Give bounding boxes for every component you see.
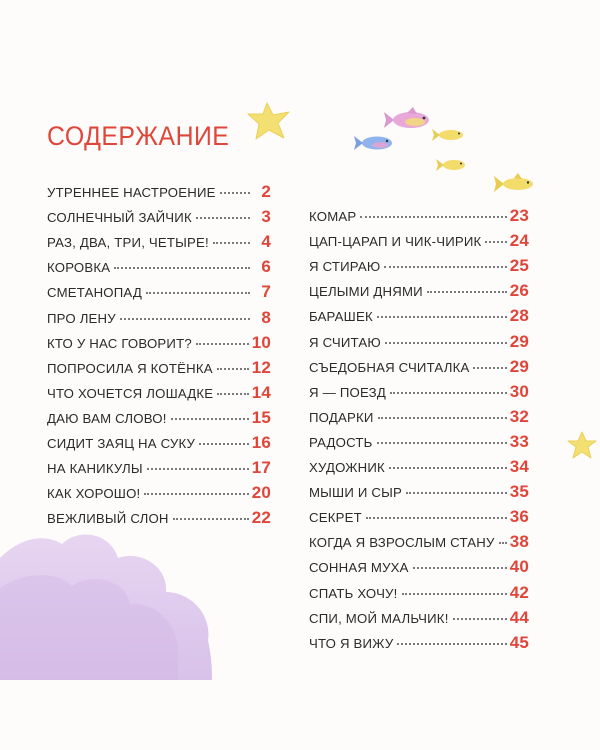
toc-entry-title: СПАТЬ ХОЧУ! xyxy=(309,585,398,601)
toc-entry-title: СИДИТ ЗАЯЦ НА СУКУ xyxy=(47,436,196,451)
toc-leader-dots xyxy=(217,393,248,395)
toc-entry-title: ЦЕЛЫМИ ДНЯМИ xyxy=(309,284,423,300)
toc-entry xyxy=(47,282,271,306)
toc-leader-dots xyxy=(144,493,248,495)
toc-entry-title: ПРО ЛЕНУ xyxy=(47,310,116,326)
toc-leader-dots xyxy=(413,567,507,569)
toc-page-number: 28 xyxy=(509,306,529,326)
toc-page-number: 35 xyxy=(509,482,529,502)
toc-entry xyxy=(309,482,529,506)
toc-leader-dots xyxy=(199,443,249,445)
toc-leader-dots xyxy=(377,442,507,444)
toc-entry-title: СМЕТАНОПАД xyxy=(47,285,142,301)
toc-leader-dots xyxy=(385,342,507,344)
toc-page-number: 29 xyxy=(509,331,529,351)
toc-entry xyxy=(47,358,271,382)
toc-entry-title: УТРЕННЕЕ НАСТРОЕНИЕ xyxy=(47,185,216,200)
toc-page-number: 32 xyxy=(509,406,529,426)
toc-leader-dots xyxy=(220,192,250,194)
toc-leader-dots xyxy=(196,217,250,219)
toc-page-number: 4 xyxy=(261,232,271,252)
toc-leader-dots xyxy=(384,266,506,268)
toc-entry-title: ПОДАРКИ xyxy=(309,409,374,425)
page-title: СОДЕРЖАНИЕ xyxy=(47,121,230,151)
toc-entry xyxy=(47,433,271,457)
toc-entry xyxy=(309,432,529,456)
toc-entry-title: ВЕЖЛИВЫЙ СЛОН xyxy=(47,511,169,527)
toc-leader-dots xyxy=(360,216,506,218)
toc-entry-title: КОГДА Я ВЗРОСЛЫМ СТАНУ xyxy=(309,535,495,551)
toc-leader-dots xyxy=(397,643,506,645)
toc-entry-title: ДАЮ ВАМ СЛОВО! xyxy=(47,410,167,426)
toc-entry xyxy=(309,256,529,280)
toc-entry-title: КОМАР xyxy=(309,209,357,224)
toc-page-number: 6 xyxy=(261,257,271,277)
toc-entry-title: МЫШИ И СЫР xyxy=(309,485,403,501)
toc-leader-dots xyxy=(378,417,507,419)
toc-leader-dots xyxy=(485,241,506,243)
toc-entry xyxy=(47,182,271,206)
fish-icon-blue xyxy=(352,130,398,154)
toc-page-number: 2 xyxy=(261,182,271,201)
toc-leader-dots xyxy=(366,517,507,519)
toc-leader-dots xyxy=(146,292,250,294)
toc-leader-dots xyxy=(473,367,506,369)
toc-leader-dots xyxy=(427,291,507,293)
toc-entry xyxy=(47,383,271,407)
toc-page-number: 14 xyxy=(251,382,271,402)
toc-entry xyxy=(309,608,529,632)
toc-leader-dots xyxy=(147,468,249,470)
toc-leader-dots xyxy=(402,593,507,595)
star-icon xyxy=(565,430,599,462)
toc-entry xyxy=(47,333,271,357)
toc-leader-dots xyxy=(171,418,249,420)
toc-page-number: 33 xyxy=(509,431,529,451)
toc-leader-dots xyxy=(406,492,507,494)
toc-entry-title: СПИ, МОЙ МАЛЬЧИК! xyxy=(309,610,449,626)
toc-page-number: 12 xyxy=(251,357,271,377)
toc-page-number: 23 xyxy=(509,206,529,225)
toc-entry xyxy=(47,508,271,532)
toc-entry xyxy=(309,532,529,556)
toc-entry-title: КТО У НАС ГОВОРИТ? xyxy=(47,335,192,351)
toc-page-number: 17 xyxy=(251,458,271,478)
fish-icon-pink xyxy=(381,105,437,133)
toc-entry-title: Я СТИРАЮ xyxy=(309,259,381,275)
toc-entry xyxy=(47,207,271,231)
toc-entry-title: ЦАП-ЦАРАП И ЧИК-ЧИРИК xyxy=(309,234,482,250)
toc-leader-dots xyxy=(114,267,250,269)
toc-entry-title: СЪЕДОБНАЯ СЧИТАЛКА xyxy=(309,359,470,375)
toc-leader-dots xyxy=(377,316,507,318)
toc-leader-dots xyxy=(120,318,250,320)
toc-entry xyxy=(309,633,529,657)
toc-entry xyxy=(309,507,529,531)
toc-entry xyxy=(309,583,529,607)
toc-entry xyxy=(47,408,271,432)
fish-icon-yellow xyxy=(434,153,470,175)
toc-entry xyxy=(309,332,529,356)
toc-page-number: 38 xyxy=(509,532,529,552)
toc-entry xyxy=(309,206,529,230)
fish-icon-yellow xyxy=(492,170,538,196)
toc-entry xyxy=(309,231,529,255)
toc-entry-title: ПОПРОСИЛА Я КОТЁНКА xyxy=(47,360,213,376)
toc-page-number: 40 xyxy=(509,557,529,577)
toc-entry xyxy=(47,308,271,332)
toc-page-number: 8 xyxy=(261,307,271,327)
toc-leader-dots xyxy=(453,618,507,620)
toc-entry xyxy=(47,257,271,281)
toc-page-number: 30 xyxy=(509,381,529,401)
cloud-illustration xyxy=(0,510,215,680)
toc-page-number: 45 xyxy=(509,632,529,652)
toc-page-number: 15 xyxy=(251,407,271,427)
toc-entry xyxy=(309,407,529,431)
toc-entry-title: КОРОВКА xyxy=(47,260,111,276)
toc-page-number: 16 xyxy=(251,433,271,452)
toc-entry-title: СЕКРЕТ xyxy=(309,510,362,526)
toc-leader-dots xyxy=(196,343,249,345)
toc-entry xyxy=(47,232,271,256)
toc-page-number: 36 xyxy=(509,507,529,527)
toc-entry-title: РАЗ, ДВА, ТРИ, ЧЕТЫРЕ! xyxy=(47,235,209,251)
toc-page-number: 24 xyxy=(509,231,529,251)
toc-entry-title: НА КАНИКУЛЫ xyxy=(47,461,143,477)
toc-leader-dots xyxy=(389,467,507,469)
toc-page-number: 7 xyxy=(261,282,271,302)
toc-entry-title: БАРАШЕК xyxy=(309,309,373,325)
toc-entry xyxy=(309,457,529,481)
toc-entry-title: Я СЧИТАЮ xyxy=(309,334,381,350)
toc-page-number: 10 xyxy=(251,332,271,352)
toc-leader-dots xyxy=(213,242,250,244)
toc-leader-dots xyxy=(390,392,507,394)
star-icon xyxy=(245,100,295,144)
toc-entry-title: ЧТО ХОЧЕТСЯ ЛОШАДКЕ xyxy=(47,385,214,401)
toc-entry-title: КАК ХОРОШО! xyxy=(47,486,141,502)
toc-page-number: 22 xyxy=(251,508,271,528)
toc-entry-title: Я — ПОЕЗД xyxy=(309,384,386,400)
toc-page-number: 3 xyxy=(261,207,271,227)
toc-entry xyxy=(47,458,271,482)
toc-entry-title: ЧТО Я ВИЖУ xyxy=(309,635,394,651)
toc-page-number: 26 xyxy=(509,281,529,301)
toc-entry xyxy=(309,281,529,305)
toc-leader-dots xyxy=(173,518,249,520)
toc-entry xyxy=(309,306,529,330)
toc-page-number: 44 xyxy=(509,607,529,627)
toc-page-number: 29 xyxy=(509,356,529,376)
toc-entry xyxy=(309,382,529,406)
toc-leader-dots xyxy=(217,368,249,370)
toc-entry xyxy=(309,357,529,381)
toc-page-number: 25 xyxy=(509,256,529,276)
toc-entry xyxy=(309,557,529,581)
toc-entry xyxy=(47,483,271,507)
toc-page-number: 20 xyxy=(251,483,271,503)
toc-entry-title: РАДОСТЬ xyxy=(309,434,373,450)
toc-page-number: 34 xyxy=(509,457,529,476)
toc-entry-title: СОННАЯ МУХА xyxy=(309,560,409,576)
toc-page-number: 42 xyxy=(509,582,529,602)
fish-icon-yellow xyxy=(430,123,468,145)
toc-leader-dots xyxy=(499,542,507,544)
toc-entry-title: ХУДОЖНИК xyxy=(309,460,385,475)
toc-entry-title: СОЛНЕЧНЫЙ ЗАЙЧИК xyxy=(47,210,192,226)
